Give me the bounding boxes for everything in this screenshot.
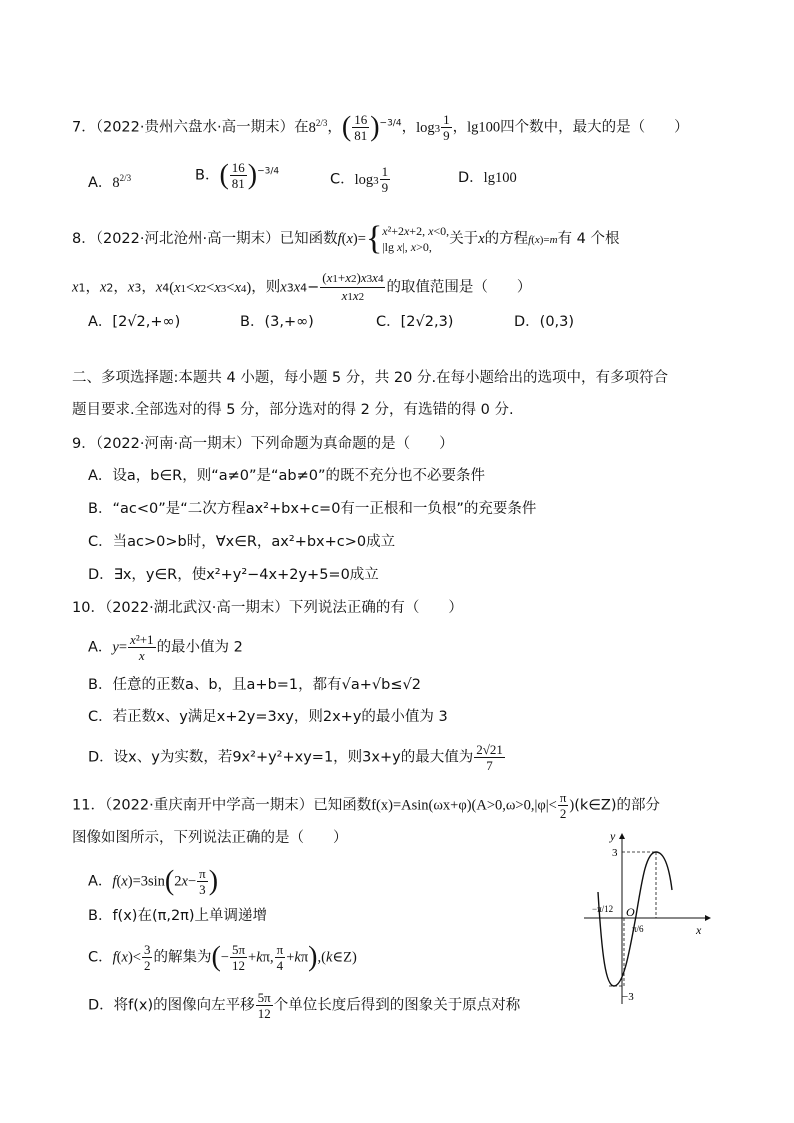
q8-stem: 8．（2022·河北沧州·高一期末）已知函数f(x)= { x²+2x+2, x<0, |lg x|, x>0, 关于x的方程f(x)=m有 4 个根 (72, 220, 620, 257)
q7-option-c: C．log3 $\frac{1}{9}$ (330, 164, 389, 195)
q8-option-b: B．(3,+∞) (240, 314, 314, 330)
q11-option-d: D．将f(x)的图像向左平移 $\frac{5\pi}{12}$ 个单位长度后得到的图象关于原点对称 (88, 990, 521, 1021)
q10-option-d: D．设x、y为实数，若9x²+y²+xy=1，则3x+y的最大值为 $\frac{2√21}{7}$ (88, 742, 503, 773)
section2-heading-line2: 题目要求.全部选对的得 5 分，部分选对的得 2 分，有选错的得 0 分. (72, 402, 514, 418)
q11-sine-graph (580, 828, 720, 1008)
q9-option-c: C．当ac>0>b时，∀x∈R，ax²+bx+c>0成立 (88, 534, 396, 550)
q8-option-d: D．(0,3) (514, 314, 575, 330)
q11-stem: 11．（2022·重庆南开中学高一期末）已知函数f(x)=Asin(ωx+φ)(A>0,ω>0,|φ|< $\frac{\pi}{2}$ )(k∈Z)的部分 (72, 790, 661, 821)
q8-stem-line2: x1，x2，x3，x4(x1<x2<x3<x4)，则x3x4− $\frac{(x1+x2)x3x4}{x1x2}$ 的取值范围是（ ） (72, 270, 532, 303)
graph-right-tick: π/6 (632, 924, 644, 934)
q9-option-b: B．“ac<0”是“二次方程ax²+bx+c=0有一正根和一负根”的充要条件 (88, 501, 537, 517)
q11-option-c: C．f(x)< $\frac{3}{2}$ 的解集为(− $\frac{5\pi}{12}$ +kπ, $\frac{\pi}{4}$ +kπ),(k∈Z) (88, 941, 357, 973)
q7-option-d: D．lg100 (458, 170, 517, 186)
q10-option-a: A．y= $\frac{\text{x²+1}}{x}$ 的最小值为 2 (88, 632, 243, 663)
q7-option-a: A．$8^{2/3}$ (88, 173, 132, 191)
q10-option-c: C．若正数x、y满足x+2y=3xy，则2x+y的最小值为 3 (88, 709, 448, 725)
q9-option-a: A．设a，b∈R，则“a≠0”是“ab≠0”的既不充分也不必要条件 (88, 468, 485, 484)
graph-left-tick: −π/12 (592, 904, 614, 914)
graph-origin-label: O (626, 905, 635, 919)
q8-option-c: C．[2√2,3) (376, 314, 454, 330)
q10-stem: 10．（2022·湖北武汉·高一期末）下列说法正确的有（ ） (72, 600, 463, 616)
q7-stem: 7．（2022·贵州六盘水·高一期末）在$8^{2/3}$，( $\frac{16}{81}$ )$^{-3/4}$，log3 $\frac{1}{9}$ ，lg100四个数中，最大的是（ ） (72, 111, 689, 143)
q11-option-a: A．f(x)=3sin(2x− $\frac{\pi}{3}$ ) (88, 865, 219, 897)
q9-stem: 9．（2022·河南·高一期末）下列命题为真命题的是（ ） (72, 436, 454, 452)
sine-curve (598, 852, 672, 986)
q8-option-a: A．[2√2,+∞) (88, 314, 181, 330)
q11-option-b: B．f(x)在(π,2π)上单调递增 (88, 908, 268, 924)
q11-stem-line2: 图像如图所示，下列说法正确的是（ ） (72, 830, 348, 846)
section2-heading: 二、多项选择题:本题共 4 小题，每小题 5 分，共 20 分.在每小题给出的选项中，有多项符合 (72, 370, 669, 386)
graph-max-label: 3 (612, 847, 618, 859)
graph-x-label: x (696, 923, 702, 937)
graph-min-label: −3 (622, 991, 634, 1003)
q10-option-b: B．任意的正数a、b，且a+b=1，都有√a+√b≤√2 (88, 677, 421, 693)
graph-y-label: y (610, 829, 616, 843)
q9-option-d: D．∃x，y∈R，使x²+y²−4x+2y+5=0成立 (88, 567, 379, 583)
q7-option-b: B．( $\frac{16}{81}$ )$^{-3/4}$ (195, 159, 280, 191)
